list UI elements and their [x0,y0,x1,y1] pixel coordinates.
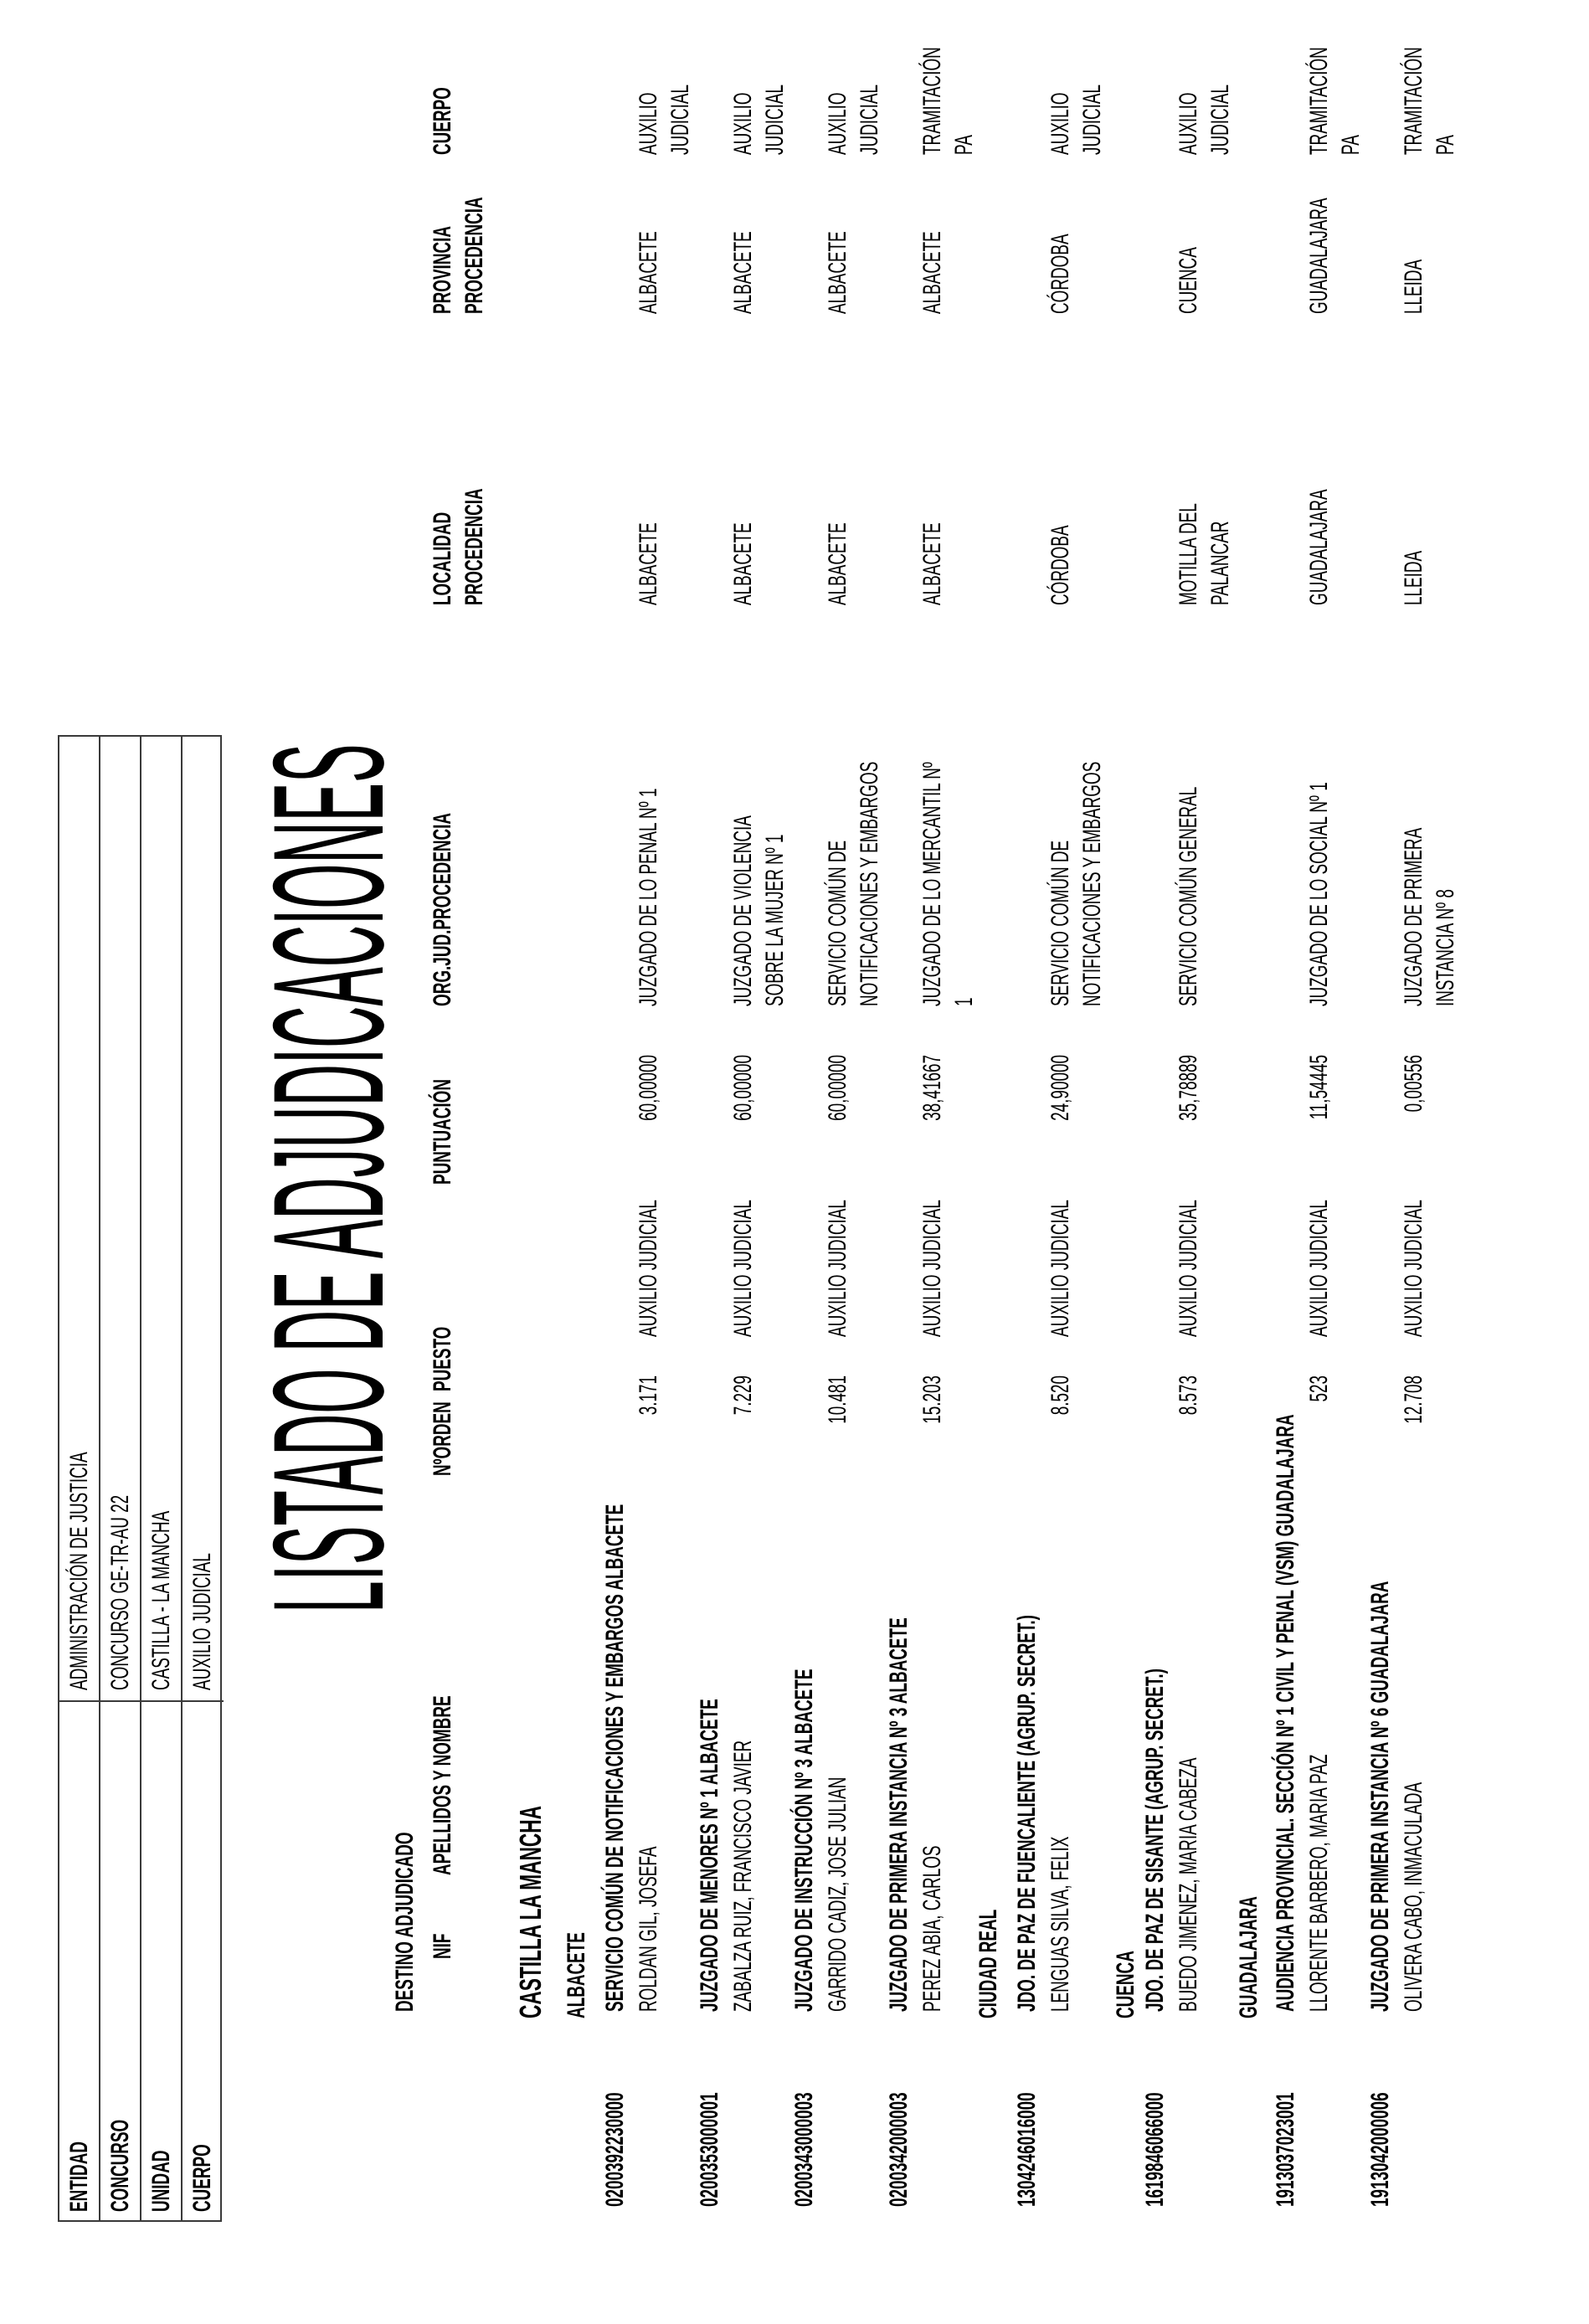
row-puesto: AUXILIO JUDICIAL [1305,1200,1333,1337]
row-puntuacion: 11,54445 [1305,1055,1333,1120]
row-puesto: AUXILIO JUDICIAL [1175,1200,1202,1337]
row-puntuacion: 0,00556 [1400,1055,1427,1113]
entity-row-entidad [59,737,100,2220]
row-localidad: MOTILLA DEL PALANCAR [1175,503,1234,605]
row-orden: 523 [1305,1375,1333,1402]
row-orden: 8.573 [1175,1375,1202,1416]
row-org: SERVICIO COMÚN DE NOTIFICACIONES Y EMBARGOS [824,761,883,1006]
row-puesto: AUXILIO JUDICIAL [729,1200,757,1337]
entity-label-cell [59,1700,99,2220]
row-destino: JDO. DE PAZ DE SISANTE (AGRUP. SECRET.) [1141,1668,1169,2012]
header-puesto: PUESTO [429,1326,456,1391]
row-org: JUZGADO DE LO MERCANTIL Nº 1 [918,762,978,1006]
row-org: JUZGADO DE LO SOCIAL Nº 1 [1305,782,1333,1006]
row-puesto: AUXILIO JUDICIAL [1046,1200,1074,1337]
entity-value-cell [183,737,224,1700]
row-cuerpo: AUXILIO JUDICIAL [1046,84,1106,155]
entity-label: CUERPO [188,2144,216,2212]
entity-label-cell [100,1700,140,2220]
row-apellidos: LENGUAS SILVA, FELIX [1046,1836,1074,2012]
header-org: ORG.JUD.PROCEDENCIA [429,812,456,1006]
row-cuerpo: TRAMITACIÓN PA [1400,47,1459,155]
row-org: SERVICIO COMÚN DE NOTIFICACIONES Y EMBARGOS [1046,761,1106,1006]
row-apellidos: ROLDAN GIL, JOSEFA [635,1846,662,2012]
row-destino: JDO. DE PAZ DE FUENCALIENTE (AGRUP. SECRET.) [1013,1615,1041,2012]
row-localidad: GUADALAJARA [1305,489,1333,605]
row-destino: AUDIENCIA PROVINCIAL. SECCIÓN Nº 1 CIVIL Y PENAL (VSM) GUADALAJARA [1272,1414,1299,2012]
row-puesto: AUXILIO JUDICIAL [1400,1200,1427,1337]
row-destino: SERVICIO COMÚN DE NOTIFICACIONES Y EMBARGOS ALBACETE [601,1504,629,2012]
row-destino: JUZGADO DE PRIMERA INSTANCIA Nº 3 ALBACETE [885,1617,913,2012]
row-apellidos: ZABALZA RUIZ, FRANCISCO JAVIER [729,1740,757,2012]
header-destino: DESTINO ADJUDICADO [391,1832,419,2012]
row-localidad: CÓRDOBA [1046,525,1074,605]
entity-row-cuerpo [183,737,224,2220]
header-cuerpo: CUERPO [429,87,456,155]
row-cuerpo: TRAMITACIÓN PA [1305,47,1365,155]
entity-header-table [58,735,222,2222]
row-nif: 1619846066000 [1141,2092,1169,2207]
row-apellidos: LLORENTE BARBERO, MARIA PAZ [1305,1754,1333,2012]
row-orden: 7.229 [729,1375,757,1416]
row-cuerpo: AUXILIO JUDICIAL [635,84,694,155]
row-apellidos: OLIVERA CABO, INMACULADA [1400,1782,1427,2012]
row-apellidos: BUEDO JIMENEZ, MARIA CABEZA [1175,1757,1202,2012]
row-nif: 1913042000006 [1366,2092,1394,2207]
row-nif: 0200392230000 [601,2092,629,2207]
row-cuerpo: AUXILIO JUDICIAL [1175,84,1234,155]
entity-label: ENTIDAD [65,2141,93,2212]
row-apellidos: GARRIDO CADIZ, JOSE JULIAN [824,1776,851,2012]
entity-row-concurso [100,737,141,2220]
entity-label: CONCURSO [106,2119,134,2212]
row-localidad: LLEIDA [1400,550,1427,605]
entity-value-cell [59,737,99,1700]
entity-value: CONCURSO GE-TR-AU 22 [106,1494,134,1690]
row-nif: 0200353000001 [696,2092,723,2207]
entity-value: AUXILIO JUDICIAL [188,1553,216,1690]
row-localidad: ALBACETE [824,522,851,605]
entity-row-unidad [141,737,183,2220]
row-destino: JUZGADO DE PRIMERA INSTANCIA Nº 6 GUADALAJARA [1366,1581,1394,2012]
row-provincia: LLEIDA [1400,259,1427,314]
row-localidad: ALBACETE [635,522,662,605]
header-localidad: LOCALIDAD [429,512,456,605]
row-destino: JUZGADO DE MENORES Nº 1 ALBACETE [696,1699,723,2012]
row-cuerpo: AUXILIO JUDICIAL [729,84,789,155]
row-provincia: ALBACETE [635,231,662,314]
row-puesto: AUXILIO JUDICIAL [635,1200,662,1337]
row-apellidos: PEREZ ABIA, CARLOS [918,1845,946,2012]
row-provincia: ALBACETE [729,231,757,314]
row-puntuacion: 35,78889 [1175,1055,1202,1121]
row-org: JUZGADO DE PRIMERA INSTANCIA Nº 8 [1400,828,1459,1006]
row-destino: JUZGADO DE INSTRUCCIÓN Nº 3 ALBACETE [790,1668,818,2012]
header-provincia-2: PROCEDENCIA [460,197,488,314]
row-orden: 10.481 [824,1375,851,1424]
row-puesto: AUXILIO JUDICIAL [824,1200,851,1337]
row-provincia: CÓRDOBA [1046,234,1074,314]
row-puntuacion: 38,41667 [918,1055,946,1121]
row-provincia: CUENCA [1175,247,1202,314]
entity-label-cell [183,1700,224,2220]
entity-value-cell [141,737,181,1700]
row-orden: 15.203 [918,1375,946,1424]
row-nif: 1304246016000 [1013,2092,1041,2207]
province-heading: ALBACETE [563,1932,590,2018]
header-localidad-2: PROCEDENCIA [460,488,488,605]
row-orden: 8.520 [1046,1375,1074,1416]
row-puntuacion: 60,00000 [635,1055,662,1121]
row-puntuacion: 60,00000 [824,1055,851,1121]
entity-label: UNIDAD [147,2150,175,2212]
row-orden: 3.171 [635,1375,662,1416]
row-nif: 0200342000003 [885,2092,913,2207]
row-cuerpo: TRAMITACIÓN PA [918,47,978,155]
province-heading: CUENCA [1112,1951,1139,2018]
header-orden: NºORDEN [429,1401,456,1476]
entity-value-cell [100,737,140,1700]
row-provincia: ALBACETE [824,231,851,314]
row-org: SERVICIO COMÚN GENERAL [1175,786,1202,1006]
entity-label-cell [141,1700,181,2220]
row-cuerpo: AUXILIO JUDICIAL [824,84,883,155]
entity-value: CASTILLA - LA MANCHA [147,1510,175,1690]
row-nif: 0200343000003 [790,2092,818,2207]
row-nif: 1913037023001 [1272,2092,1299,2207]
header-apellidos: APELLIDOS Y NOMBRE [429,1695,456,1875]
page-title: LISTADO DE ADJUDICACIONES [240,743,416,1613]
row-puesto: AUXILIO JUDICIAL [918,1200,946,1337]
row-org: JUZGADO DE LO PENAL Nº 1 [635,788,662,1006]
row-puntuacion: 60,00000 [729,1055,757,1121]
region-heading: CASTILLA LA MANCHA [513,1805,548,2018]
entity-value: ADMINISTRACIÓN DE JUSTICIA [65,1452,93,1690]
province-heading: CIUDAD REAL [974,1909,1002,2018]
header-provincia: PROVINCIA [429,225,456,314]
row-localidad: ALBACETE [729,522,757,605]
row-provincia: GUADALAJARA [1305,198,1333,314]
header-puntuacion: PUNTUACIÓN [429,1079,456,1185]
row-orden: 12.708 [1400,1375,1427,1424]
province-heading: GUADALAJARA [1235,1896,1262,2018]
row-puntuacion: 24,90000 [1046,1055,1074,1121]
row-provincia: ALBACETE [918,231,946,314]
row-org: JUZGADO DE VIOLENCIA SOBRE LA MUJER Nº 1 [729,816,789,1006]
row-localidad: ALBACETE [918,522,946,605]
header-nif: NIF [429,1933,456,1959]
